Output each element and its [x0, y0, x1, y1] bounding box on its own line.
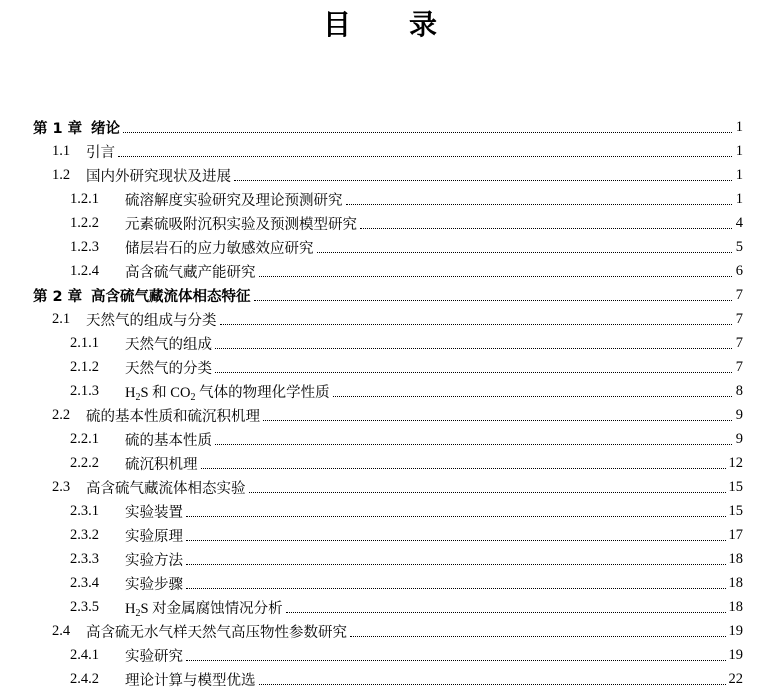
toc-entry-number: 1.2.4 [70, 262, 99, 279]
toc-page-number: 8 [735, 382, 743, 399]
toc-dot-leader [263, 420, 732, 421]
toc-subsection-entry[interactable] [0, 451, 760, 475]
toc-subsection-entry[interactable] [0, 595, 760, 619]
toc-entry-title: 国内外研究现状及进展 [86, 168, 231, 185]
toc-page-number: 7 [735, 310, 743, 327]
toc-section-entry[interactable] [0, 139, 760, 163]
toc-entry-title: $H_2S$ 和 $CO_2$ 气体的物理化学性质 [125, 384, 330, 403]
toc-page-number: 7 [735, 286, 743, 303]
toc-page-number: 1 [735, 190, 743, 207]
toc-dot-leader [186, 660, 726, 661]
toc-dot-leader [186, 516, 726, 517]
toc-entry-title: 高含硫气藏流体相态实验 [86, 480, 246, 497]
toc-section-entry[interactable] [0, 307, 760, 331]
toc-dot-leader [360, 228, 732, 229]
toc-subsection-entry[interactable] [0, 571, 760, 595]
toc-subsection-entry[interactable] [0, 643, 760, 667]
toc-entry-number: 2.1.1 [70, 334, 99, 351]
toc-entry-title: 实验研究 [125, 648, 183, 665]
toc-dot-leader [186, 540, 726, 541]
toc-page-number: 15 [728, 502, 743, 519]
toc-dot-leader [350, 636, 726, 637]
toc-dot-leader [259, 276, 733, 277]
toc-page-number: 17 [728, 526, 743, 543]
toc-entry-number: 第 1 章 [33, 120, 83, 137]
toc-dot-leader [333, 396, 732, 397]
toc-entry-number: 2.3.2 [70, 526, 99, 543]
toc-section-entry[interactable] [0, 163, 760, 187]
toc-dot-leader [123, 132, 732, 133]
toc-entry-title: 高含硫无水气样天然气高压物性参数研究 [86, 624, 347, 641]
toc-page-number: 19 [728, 622, 743, 639]
toc-entry-title: 实验原理 [125, 528, 183, 545]
toc-entry-title: $H_2S$ 对金属腐蚀情况分析 [125, 600, 283, 619]
title-char-2: 录 [409, 8, 438, 41]
toc-subsection-entry[interactable] [0, 355, 760, 379]
toc-section-entry[interactable] [0, 475, 760, 499]
toc-subsection-entry[interactable] [0, 547, 760, 571]
toc-dot-leader [286, 612, 726, 613]
toc-subsection-entry[interactable] [0, 259, 760, 283]
toc-page-number: 18 [728, 574, 743, 591]
toc-entry-number: 1.2.3 [70, 238, 99, 255]
toc-entry-number: 2.3.1 [70, 502, 99, 519]
toc-entry-number: 2.3 [52, 478, 71, 495]
toc-dot-leader [186, 564, 726, 565]
toc-entry-title: 实验步骤 [125, 576, 183, 593]
toc-entry-number: 2.1.3 [70, 382, 99, 399]
toc-entry-number: 2.2.1 [70, 430, 99, 447]
toc-dot-leader [186, 588, 726, 589]
toc-page-number: 1 [735, 142, 743, 159]
toc-subsection-entry[interactable] [0, 235, 760, 259]
toc-entry-title: 引言 [86, 144, 115, 161]
toc-entry-title: 理论计算与模型优选 [125, 672, 256, 689]
toc-entry-number: 2.2 [52, 406, 71, 423]
toc-entry-title: 硫沉积机理 [125, 456, 198, 473]
table-of-contents [0, 115, 760, 691]
toc-page-number: 18 [728, 598, 743, 615]
toc-page-number: 5 [735, 238, 743, 255]
toc-entry-number: 2.4.2 [70, 670, 99, 687]
toc-page-number: 9 [735, 406, 743, 423]
page-title [0, 8, 760, 42]
toc-subsection-entry[interactable] [0, 427, 760, 451]
toc-page-number: 4 [735, 214, 743, 231]
toc-entry-number: 2.4 [52, 622, 71, 639]
toc-subsection-entry[interactable] [0, 379, 760, 403]
toc-entry-number: 1.2 [52, 166, 71, 183]
toc-page-number: 12 [728, 454, 743, 471]
toc-section-entry[interactable] [0, 403, 760, 427]
toc-dot-leader [215, 444, 732, 445]
toc-dot-leader [249, 492, 726, 493]
toc-entry-title: 绪论 [91, 120, 120, 137]
toc-entry-title: 天然气的组成与分类 [86, 312, 217, 329]
toc-subsection-entry[interactable] [0, 331, 760, 355]
toc-chapter-entry[interactable] [0, 115, 760, 139]
toc-dot-leader [346, 204, 733, 205]
toc-entry-title: 储层岩石的应力敏感效应研究 [125, 240, 314, 257]
toc-page-number: 7 [735, 334, 743, 351]
toc-entry-title: 高含硫气藏流体相态特征 [91, 288, 251, 305]
toc-dot-leader [234, 180, 732, 181]
toc-entry-title: 硫溶解度实验研究及理论预测研究 [125, 192, 343, 209]
toc-subsection-entry[interactable] [0, 187, 760, 211]
toc-entry-number: 2.1.2 [70, 358, 99, 375]
toc-subsection-entry[interactable] [0, 523, 760, 547]
toc-section-entry[interactable] [0, 619, 760, 643]
toc-page-number: 7 [735, 358, 743, 375]
toc-dot-leader [259, 684, 726, 685]
toc-page-number: 18 [728, 550, 743, 567]
toc-dot-leader [220, 324, 733, 325]
toc-entry-number: 2.4.1 [70, 646, 99, 663]
toc-entry-number: 2.3.5 [70, 598, 99, 615]
toc-dot-leader [118, 156, 732, 157]
toc-entry-number: 第 2 章 [33, 288, 83, 305]
toc-entry-title: 元素硫吸附沉积实验及预测模型研究 [125, 216, 357, 233]
toc-page-number: 22 [728, 670, 743, 687]
toc-page-number: 6 [735, 262, 743, 279]
toc-dot-leader [215, 348, 732, 349]
toc-entry-number: 1.2.2 [70, 214, 99, 231]
toc-page-number: 19 [728, 646, 743, 663]
toc-entry-number: 2.3.3 [70, 550, 99, 567]
toc-entry-title: 实验装置 [125, 504, 183, 521]
toc-entry-number: 2.1 [52, 310, 71, 327]
toc-subsection-entry[interactable] [0, 211, 760, 235]
toc-entry-number: 1.1 [52, 142, 71, 159]
toc-entry-title: 实验方法 [125, 552, 183, 569]
toc-page-number: 15 [728, 478, 743, 495]
toc-entry-title: 天然气的分类 [125, 360, 212, 377]
toc-page-number: 1 [735, 166, 743, 183]
title-char-1: 目 [322, 8, 351, 41]
toc-dot-leader [215, 372, 732, 373]
toc-entry-title: 天然气的组成 [125, 336, 212, 353]
toc-page-number: 1 [735, 118, 743, 135]
toc-entry-title: 硫的基本性质 [125, 432, 212, 449]
toc-entry-title: 高含硫气藏产能研究 [125, 264, 256, 281]
toc-page-number: 9 [735, 430, 743, 447]
toc-entry-number: 1.2.1 [70, 190, 99, 207]
toc-entry-number: 2.2.2 [70, 454, 99, 471]
toc-dot-leader [254, 300, 733, 301]
toc-dot-leader [317, 252, 733, 253]
toc-dot-leader [201, 468, 726, 469]
toc-subsection-entry[interactable] [0, 499, 760, 523]
toc-entry-title: 硫的基本性质和硫沉积机理 [86, 408, 260, 425]
toc-subsection-entry[interactable] [0, 667, 760, 691]
toc-entry-number: 2.3.4 [70, 574, 99, 591]
toc-chapter-entry[interactable] [0, 283, 760, 307]
